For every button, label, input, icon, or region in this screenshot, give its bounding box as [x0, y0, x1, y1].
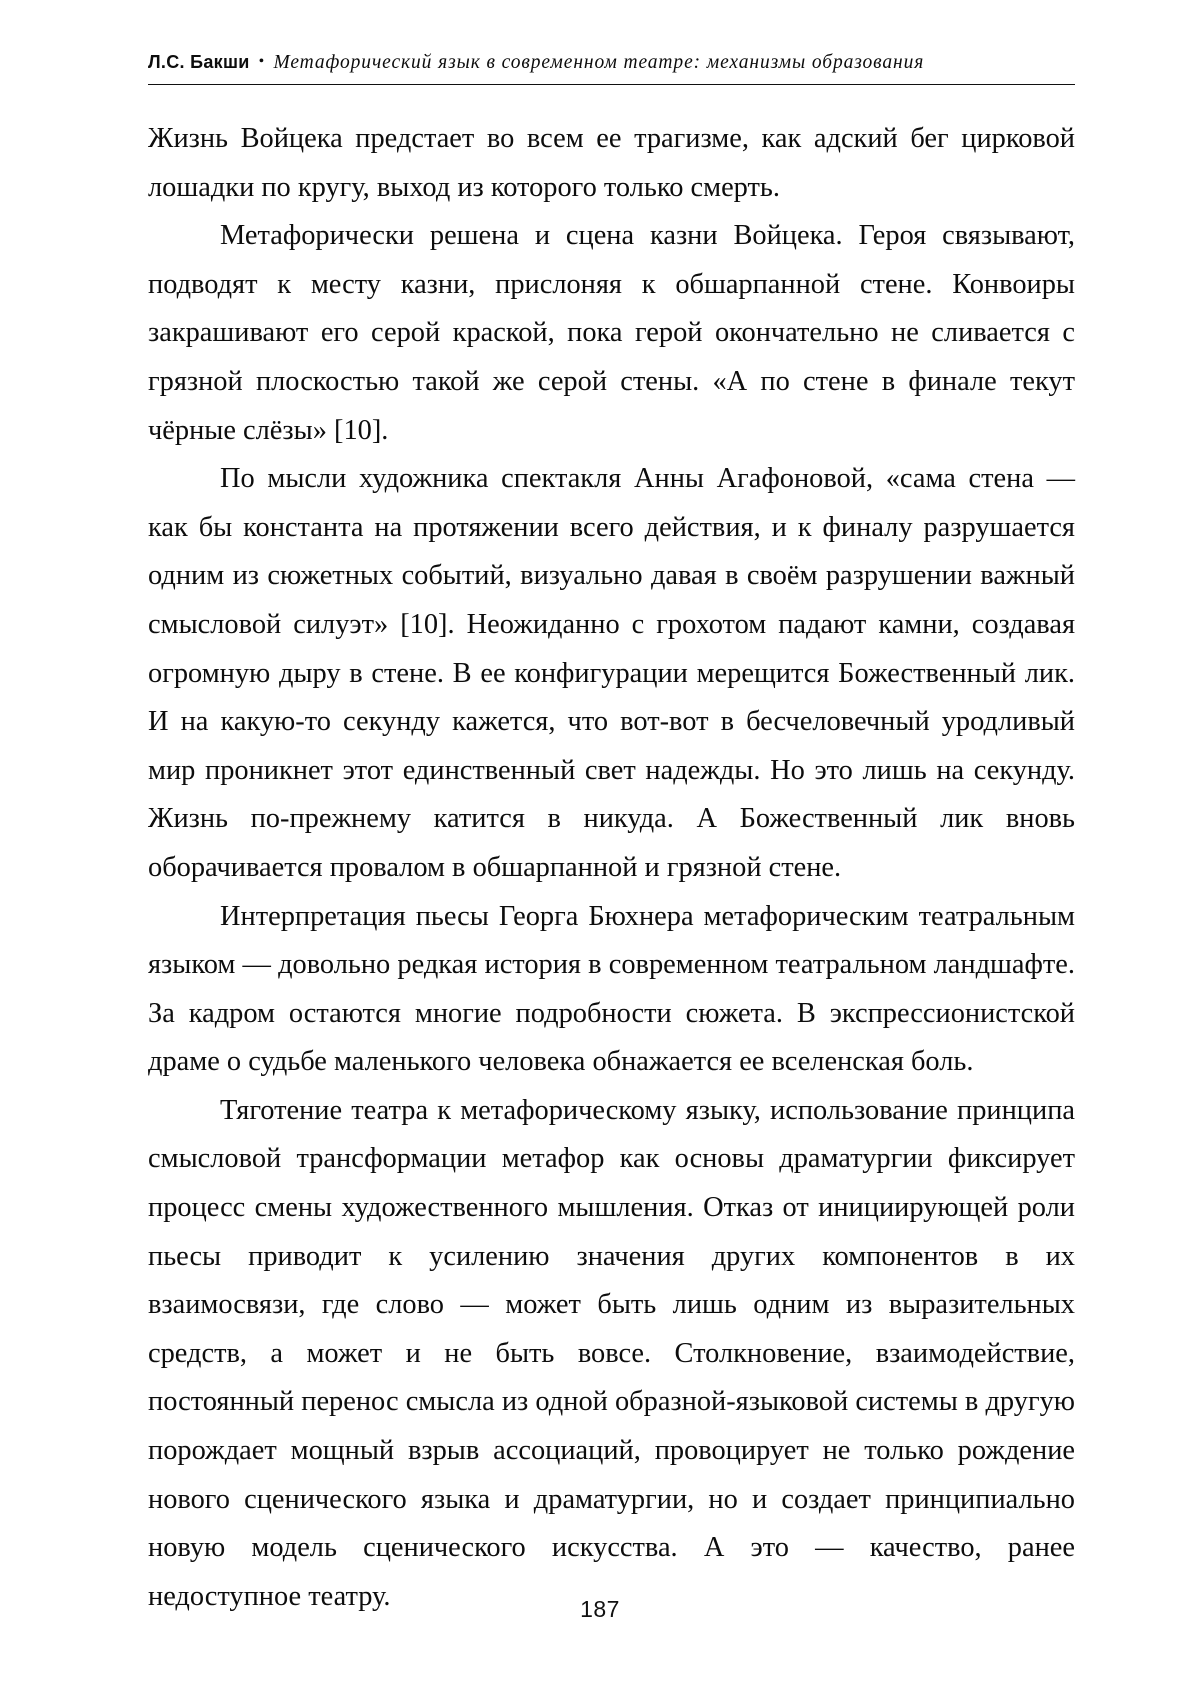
page-number: 187 — [580, 1596, 620, 1622]
paragraph: Тяготение театра к метафорическому языку, использование принципа смысловой трансформации метафор как основы драматургии фиксирует процесс смены художественного мышления. Отказ от инициирующей роли пьесы приводит к усилению значения других компонентов в их взаимосвязи, где слово — может быть лишь одним из выразительных средств, а может и не быть вовсе. Столкновение, взаимодействие, постоянный перенос смысла из одной образной-языковой системы в другую порождает мощный взрыв ассоциаций, провоцирует не только рождение нового сценического языка и драматургии, но и создает принципиально новую модель сценического искусства. А это — качество, ранее недоступное театру. — [148, 1094, 1075, 1612]
paragraph: Интерпретация пьесы Георга Бюхнера метафорическим театральным языком — довольно редкая история в современном театральном ландшафте. За кадром остаются многие подробности сюжета. В экспрессионистской драме о судьбе маленького человека обнажается ее вселенская боль. — [148, 900, 1075, 1078]
running-head-author: Л.С. Бакши — [148, 52, 250, 72]
body-text — [148, 115, 1075, 1621]
paragraph: Жизнь Войцека предстает во всем ее трагизме, как адский бег цирковой лошадки по кругу, выход из которого только смерть. — [148, 123, 1075, 203]
header-divider — [148, 84, 1075, 85]
running-head-separator: • — [258, 53, 265, 70]
paragraph: Метафорически решена и сцена казни Войцека. Героя связывают, подводят к месту казни, прислоняя к обшарпанной стене. Конвоиры закрашивают его серой краской, пока герой окончательно не сливается с грязной плоскостью такой же серой стены. «А по стене в финале текут чёрные слёзы» [10]. — [148, 220, 1075, 446]
running-head-title: Метафорический язык в современном театре: механизмы образования — [273, 52, 925, 73]
running-head — [148, 52, 1070, 74]
paragraph: По мысли художника спектакля Анны Агафоновой, «сама стена — как бы константа на протяжении всего действия, и к финалу разрушается одним из сюжетных событий, визуально давая в своём разрушении важный смысловой силуэт» [10]. Неожиданно с грохотом падают камни, создавая огромную дыру в стене. В ее конфигурации мерещится Божественный лик. И на какую-то секунду кажется, что вот-вот в бесчеловечный уродливый мир проникнет этот единственный свет надежды. Но это лишь на секунду. Жизнь по-прежнему катится в никуда. А Божественный лик вновь оборачивается провалом в обшарпанной и грязной стене. — [148, 463, 1075, 883]
